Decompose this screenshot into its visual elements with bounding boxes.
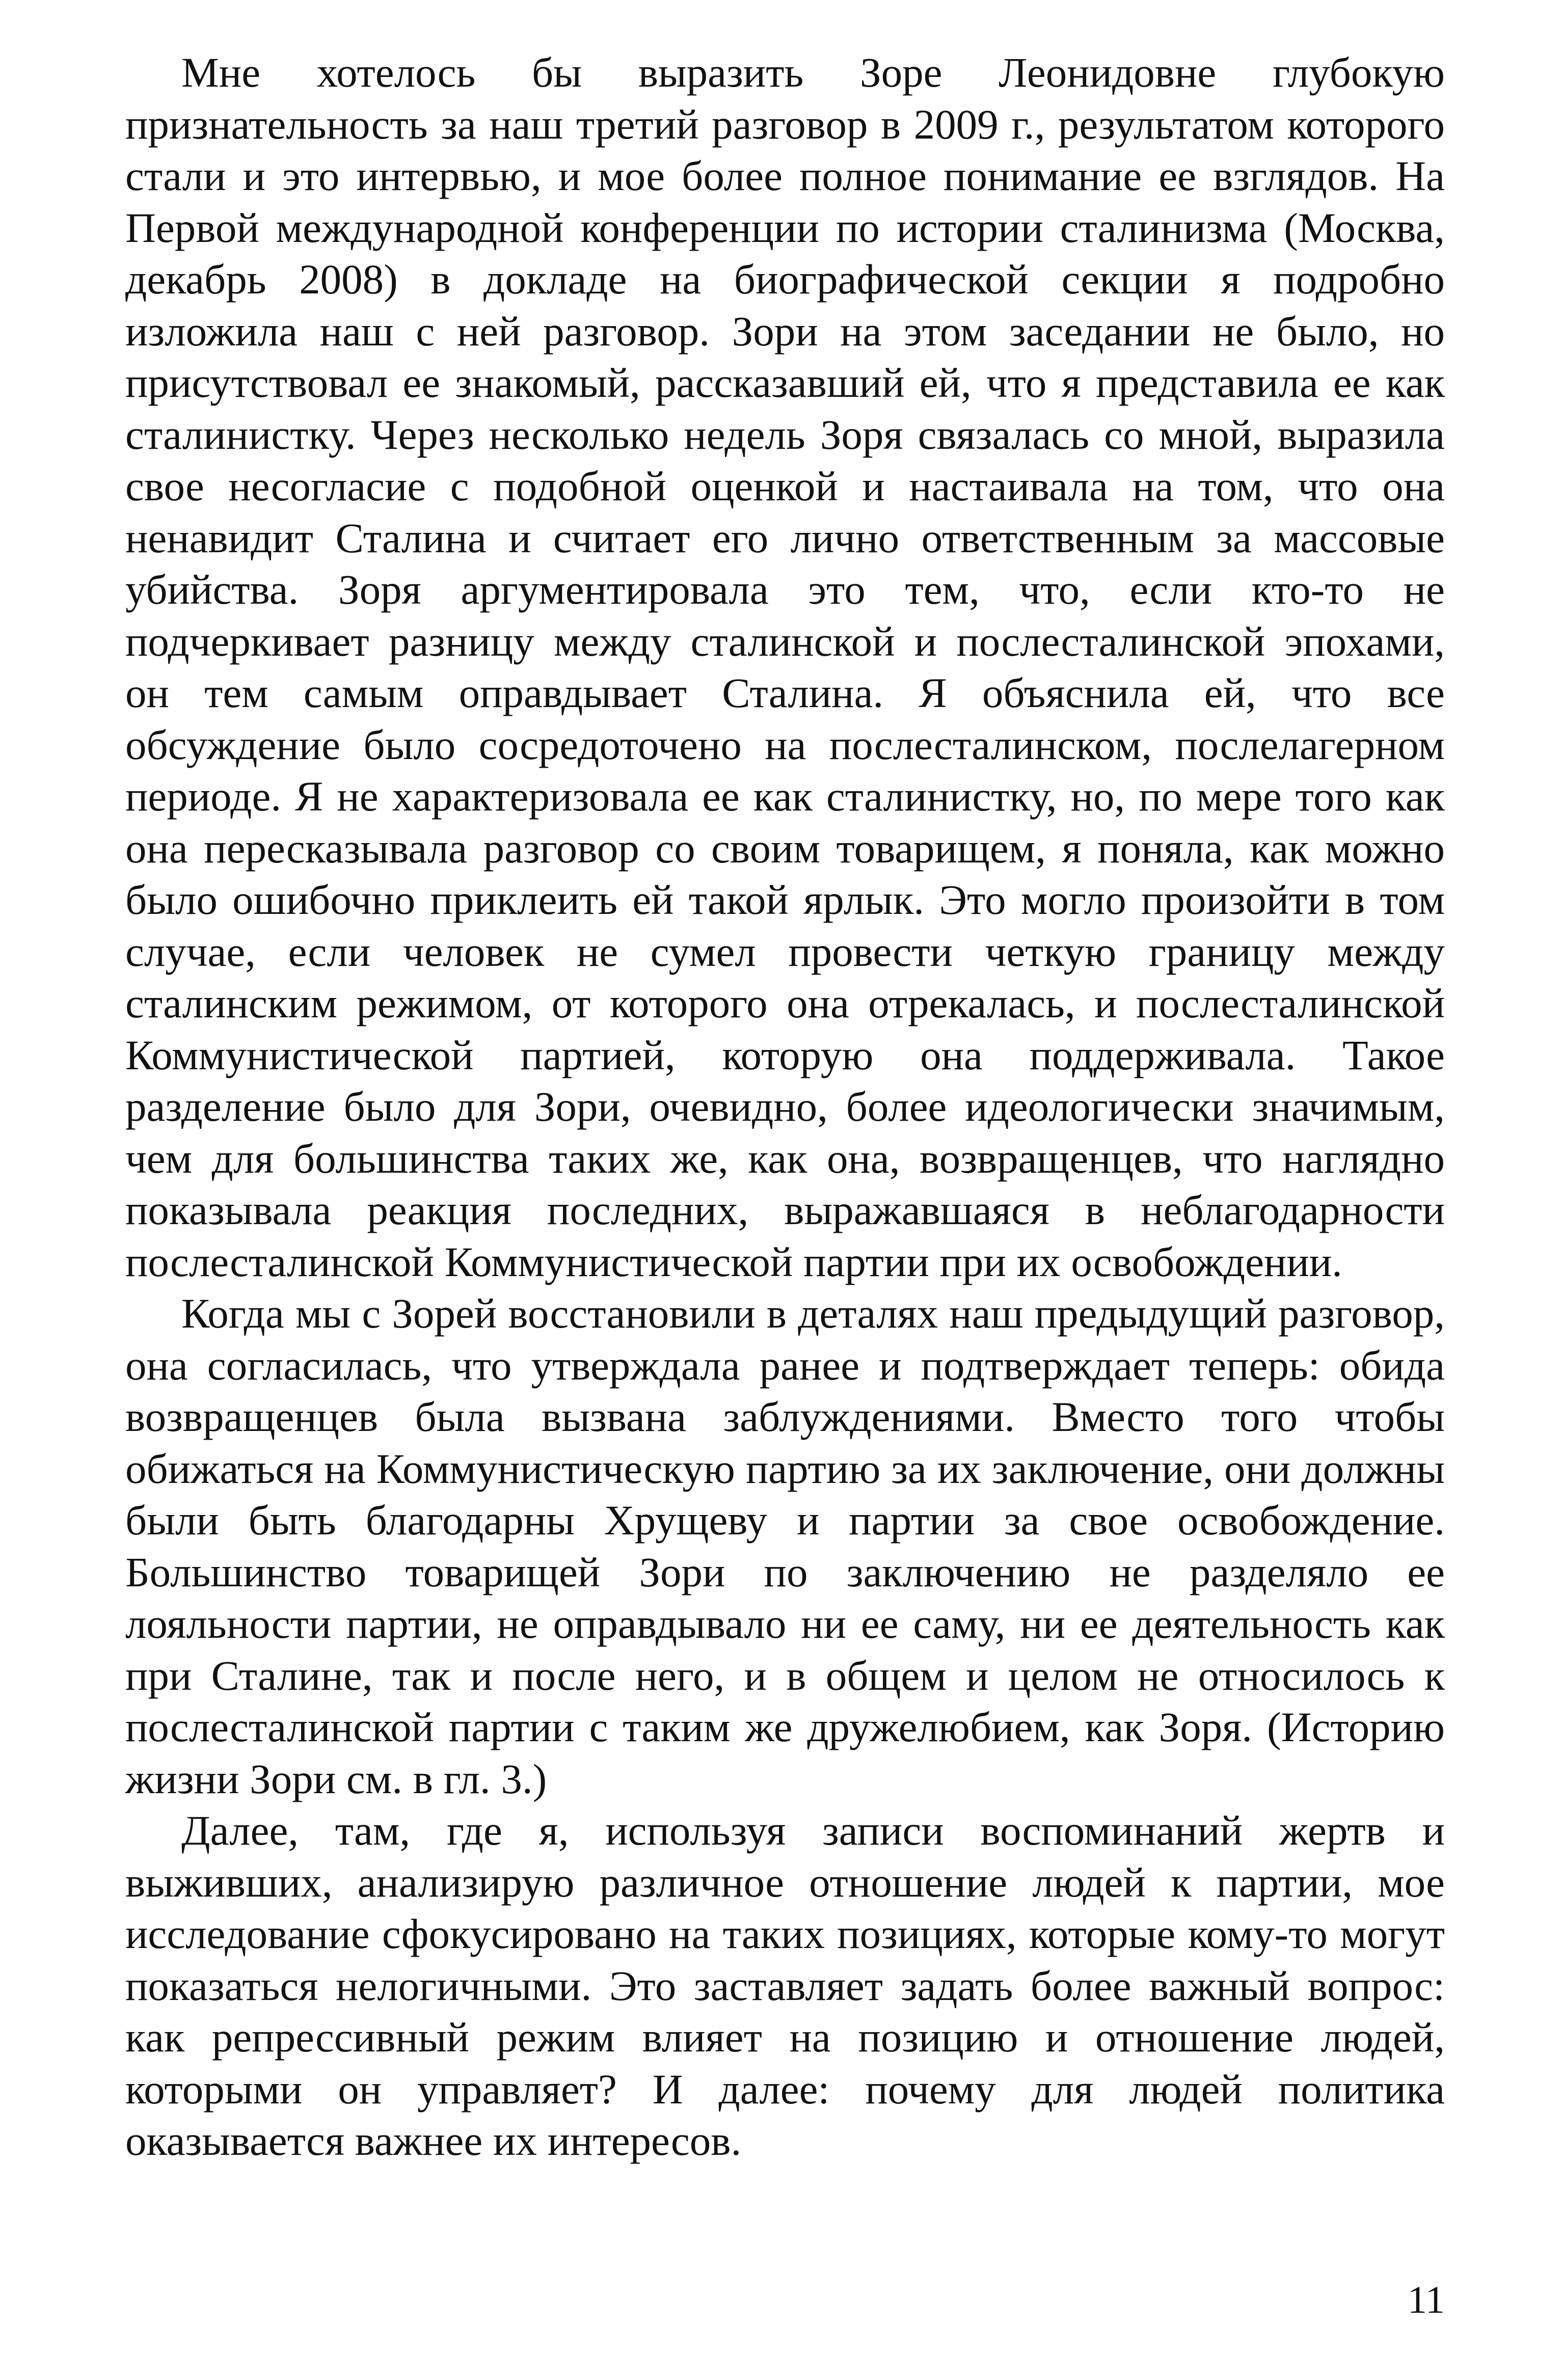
paragraph-1: Мне хотелось бы выразить Зоре Леонидовне глубокую признательность за наш третий разговор в 2009 г., результатом которого стали и это интервью, и мое более полное понимание ее взглядов. На Первой международной конференции по истории сталинизма (Москва, декабрь 2008) в докладе на биографической секции я подробно изложила наш с ней разговор. Зори на этом заседании не было, но присутствовал ее знакомый, рассказавший ей, что я представила ее как сталинистку. Через несколько недель Зоря связалась со мной, выразила свое несогласие с подобной оценкой и настаивала на том, что она ненавидит Сталина и считает его лично ответственным за массовые убийства. Зоря аргументировала это тем, что, если кто-то не подчеркивает разницу между сталинской и послесталинской эпохами, он тем самым оправдывает Сталина. Я объяснила ей, что все обсуждение было сосредоточено на послесталинском, послелагерном периоде. Я не характеризовала ее как сталинистку, но, по мере того как она пересказывала разговор со своим товарищем, я поняла, как можно было ошибочно приклеить ей такой ярлык. Это могло произойти в том случае, если человек не сумел провести четкую границу между сталинским режимом, от которого она отрекалась, и послесталинской Коммунистической партией, которую она поддерживала. Такое разделение было для Зори, очевидно, более идеологически значимым, чем для большинства таких же, как она, возвращенцев, что наглядно показывала реакция последних, выражавшаяся в неблагодарности послесталинской Коммунистической партии при их освобождении.	[125, 49, 1445, 1285]
page-number: 11	[1407, 2279, 1445, 2321]
paragraph-2: Когда мы с Зорей восстановили в деталях наш предыдущий разговор, она согласилась, что утверждала ранее и подтверждает теперь: обида возвращенцев была вызвана заблуждениями. Вместо того чтобы обижаться на Коммунистическую партию за их заключение, они должны были быть благодарны Хрущеву и партии за свое освобождение. Большинство товарищей Зори по заключению не разделяло ее лояльности партии, не оправдывало ни ее саму, ни ее деятельность как при Сталине, так и после него, и в общем и целом не относилось к послесталинской партии с таким же дружелюбием, как Зоря. (Историю жизни Зори см. в гл. 3.)	[125, 1290, 1445, 1802]
paragraph-3: Далее, там, где я, используя записи воспоминаний жертв и выживших, анализирую различное отношение людей к партии, мое исследование сфокусировано на таких позициях, которые кому-то могут показаться нелогичными. Это заставляет задать более важный вопрос: как репрессивный режим влияет на позицию и отношение людей, которыми он управляет? И далее: почему для людей политика оказывается важнее их интересов.	[125, 1807, 1445, 2164]
body-text	[125, 47, 1445, 2167]
